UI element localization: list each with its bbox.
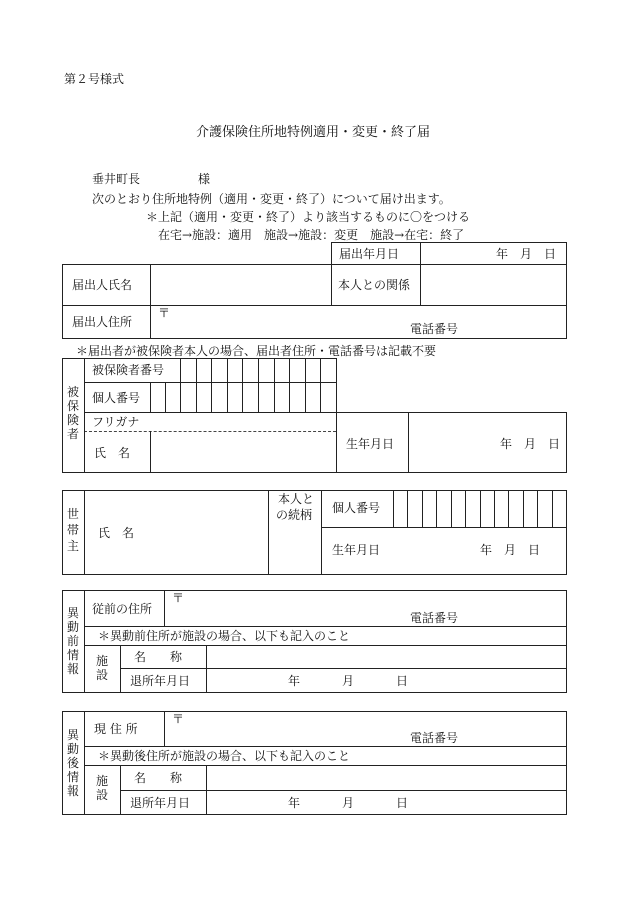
before-address-label: 従前の住所 xyxy=(92,602,153,616)
cases-note: 在宅→施設：適用 施設→施設：変更 施設→在宅：終了 xyxy=(158,228,465,242)
householder-relation-line2: の続柄 xyxy=(276,508,313,522)
form-title: 介護保険住所地特例適用・変更・終了届 xyxy=(196,125,431,140)
after-note: ＊異動後住所が施設の場合、以下も記入のこと xyxy=(98,749,351,763)
householder-name-label: 氏 名 xyxy=(98,526,135,540)
before-note: ＊異動前住所が施設の場合、以下も記入のこと xyxy=(98,629,351,643)
insured-name-label: 氏 名 xyxy=(94,446,131,460)
phone-label: 電話番号 xyxy=(410,322,459,336)
before-postal-mark: 〒 xyxy=(172,591,185,605)
relation-label: 本人との関係 xyxy=(338,278,411,292)
furigana-label: フリガナ xyxy=(92,415,140,429)
insured-name-field[interactable] xyxy=(151,432,335,471)
householder-relation-line1: 本人と xyxy=(278,492,315,506)
relation-field[interactable] xyxy=(421,265,565,304)
postal-mark: 〒 xyxy=(158,306,171,320)
addressee: 垂井町長 xyxy=(92,172,141,186)
furigana-field[interactable] xyxy=(151,413,335,430)
before-facility-label: 施設 xyxy=(95,654,108,682)
before-section-label: 異動前情報 xyxy=(66,606,79,676)
before-facility-name-field[interactable] xyxy=(207,646,565,667)
insured-birth-label: 生年月日 xyxy=(346,437,395,451)
circle-note: ＊上記（適用・変更・終了）より該当するものに〇をつける xyxy=(146,210,471,224)
before-date-day[interactable]: 日 xyxy=(396,674,409,688)
notifier-address-field[interactable] xyxy=(170,306,565,337)
date-label: 届出年月日 xyxy=(339,247,400,261)
householder-relation-field[interactable] xyxy=(269,528,320,573)
after-address-label: 現 住 所 xyxy=(94,722,138,736)
before-leave-date-label: 退所年月日 xyxy=(130,674,191,688)
notifier-address-label: 届出人住所 xyxy=(72,315,133,329)
honorific: 様 xyxy=(198,172,211,186)
before-facility-name-label: 名 称 xyxy=(134,650,183,664)
after-phone-label: 電話番号 xyxy=(410,731,459,745)
after-date-day[interactable]: 日 xyxy=(396,796,409,810)
householder-birth-value[interactable]: 年 月 日 xyxy=(480,543,541,557)
intro-text: 次のとおり住所地特例（適用・変更・終了）について届け出ます。 xyxy=(92,192,451,206)
form-number: 第２号様式 xyxy=(64,72,125,86)
notifier-name-label: 届出人氏名 xyxy=(72,278,133,292)
householder-section-label: 世帯主 xyxy=(66,507,79,553)
before-phone-label: 電話番号 xyxy=(410,611,459,625)
after-facility-name-label: 名 称 xyxy=(134,771,183,785)
before-address-field[interactable] xyxy=(185,591,565,625)
after-facility-name-field[interactable] xyxy=(207,766,565,789)
householder-name-field[interactable] xyxy=(150,491,267,573)
notifier-note: ＊届出者が被保険者本人の場合、届出者住所・電話番号は記載不要 xyxy=(76,344,437,358)
householder-personal-number-label: 個人番号 xyxy=(332,501,381,515)
after-postal-mark: 〒 xyxy=(172,712,185,726)
householder-birth-label: 生年月日 xyxy=(332,543,381,557)
date-value[interactable]: 年 月 日 xyxy=(496,247,557,261)
after-facility-label: 施設 xyxy=(95,774,108,802)
personal-number-label: 個人番号 xyxy=(92,391,141,405)
before-date-month[interactable]: 月 xyxy=(342,674,355,688)
insured-number-boxes[interactable] xyxy=(180,358,336,412)
insured-number-label: 被保険者番号 xyxy=(92,363,165,377)
after-date-year[interactable]: 年 xyxy=(288,796,301,810)
before-date-year[interactable]: 年 xyxy=(288,674,301,688)
after-address-field[interactable] xyxy=(185,712,565,745)
notifier-name-field[interactable] xyxy=(151,265,330,304)
after-section-label: 異動後情報 xyxy=(66,728,79,798)
insured-section-label: 被保険者 xyxy=(66,385,79,441)
householder-personal-number-boxes[interactable] xyxy=(393,490,566,527)
after-date-month[interactable]: 月 xyxy=(342,796,355,810)
after-leave-date-label: 退所年月日 xyxy=(130,796,191,810)
insured-birth-value[interactable]: 年 月 日 xyxy=(500,437,561,451)
